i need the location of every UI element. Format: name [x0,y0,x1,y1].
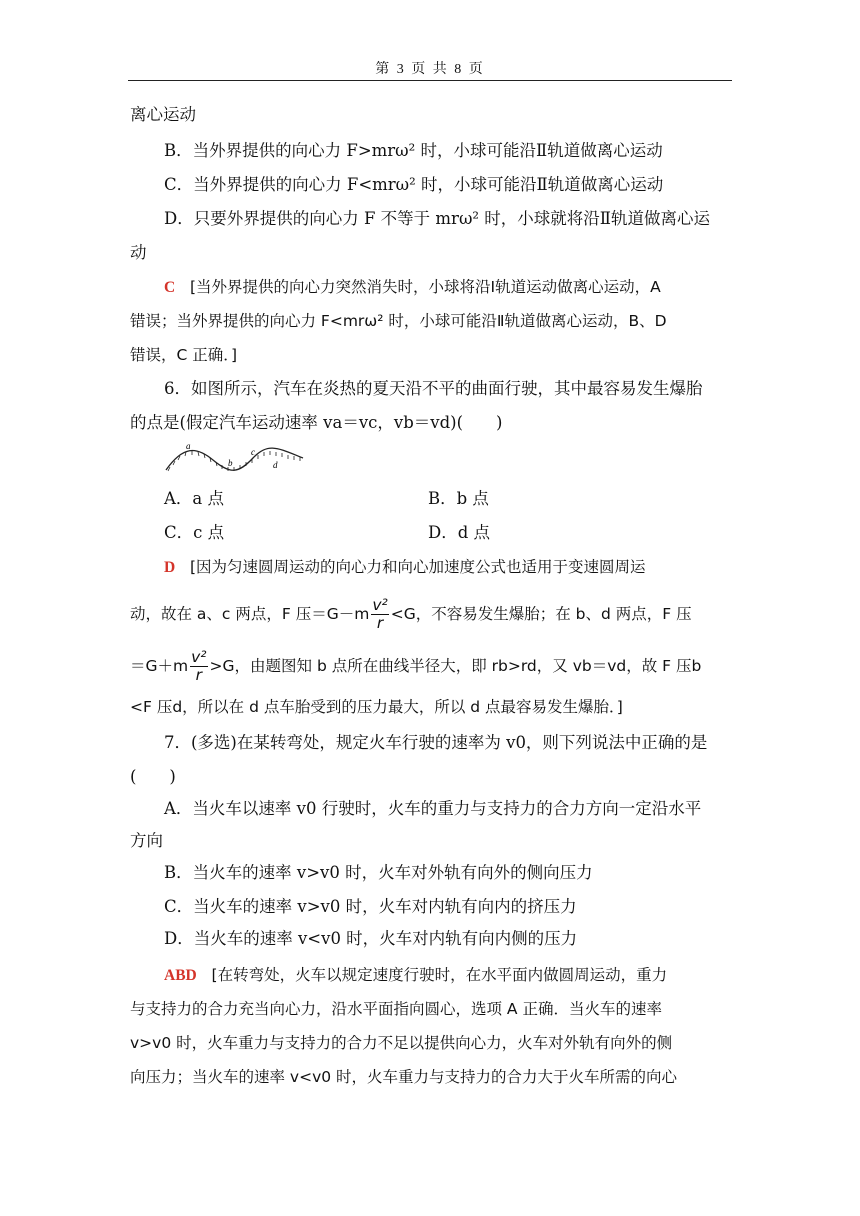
fraction-denominator: r [195,666,202,684]
header-divider [128,80,732,81]
q6-stem-line1: 6．如图所示，汽车在炎热的夏天沿不平的曲面行驶，其中最容易发生爆胎 [164,379,703,398]
q6-explanation-line2 [130,594,730,634]
q6-option-c: C．c 点 [164,523,225,542]
q5-option-d-line2: 动 [130,243,147,262]
fraction-numerator: v² [372,596,388,614]
point-c-label: c [251,447,255,457]
q5-option-d-line1: D．只要外界提供的向心力 F 不等于 mrω² 时，小球就将沿Ⅱ轨道做离心运 [164,209,710,228]
q5-explanation-text1: [当外界提供的向心力突然消失时，小球将沿Ⅰ轨道运动做离心运动，A [189,278,661,296]
q7-stem-line1: 7．(多选)在某转弯处，规定火车行驶的速率为 v0，则下列说法中正确的是 [164,733,708,752]
q5-option-c: C．当外界提供的向心力 F<mrω² 时，小球可能沿Ⅱ轨道做离心运动 [164,175,664,194]
q7-explanation-line4: 向压力；当火车的速率 v<v0 时，火车重力与支持力的合力大于火车所需的向心 [130,1068,678,1086]
q7-explanation-line3: v>v0 时，火车重力与支持力的合力不足以提供向心力，火车对外轨有向外的侧 [130,1034,673,1052]
q6-options-row2 [164,522,730,544]
q6-answer: D [164,559,176,576]
q6-explanation-line4: <F 压d，所以在 d 点车胎受到的压力最大，所以 d 点最容易发生爆胎．] [130,698,623,716]
q7-option-b: B．当火车的速率 v>v0 时，火车对外轨有向外的侧向压力 [164,863,593,882]
q5-explanation-line1 [164,276,730,299]
q6-options-row1 [164,488,730,510]
q6-exp2-part1: 动，故在 a、c 两点，F 压＝G－m [130,605,370,623]
q7-option-a-line1: A．当火车以速率 v0 行驶时，火车的重力与支持力的合力方向一定沿水平 [164,799,702,818]
q7-stem-line2: ( ) [130,767,176,786]
fraction-numerator: v² [191,648,207,666]
q5-explanation-line2: 错误；当外界提供的向心力 F<mrω² 时，小球可能沿Ⅱ轨道做离心运动，B、D [130,312,667,330]
point-b-label: b [228,458,233,468]
q6-fraction-2 [190,649,207,684]
point-a-label: a [186,441,191,451]
q7-option-a-line2: 方向 [130,831,163,850]
q5-answer: C [164,279,176,296]
q5-explanation-line3: 错误，C 正确．] [130,346,238,364]
q5-stem-continuation: 离心运动 [130,105,196,124]
q7-option-c: C．当火车的速率 v>v0 时，火车对内轨有向内的挤压力 [164,897,577,916]
point-d-label: d [273,460,278,470]
q7-explanation-line1 [164,964,730,987]
q6-fraction-1 [371,597,388,632]
q6-explanation-line1 [164,556,730,579]
q7-explanation-text1: [在转弯处，火车以规定速度行驶时，在水平面内做圆周运动，重力 [211,966,668,984]
q6-stem-line2: 的点是(假定汽车运动速率 va＝vc，vb＝vd)( ) [130,413,503,432]
q6-exp3-part1: ＝G＋m [130,657,189,675]
wavy-road-figure [158,440,308,476]
q6-exp2-part2: <G，不容易发生爆胎；在 b、d 两点，F 压 [390,605,692,623]
q7-option-d: D．当火车的速率 v<v0 时，火车对内轨有向内侧的压力 [164,929,578,948]
fraction-denominator: r [376,614,384,632]
q7-answer: ABD [164,967,197,984]
q6-exp3-part2: >G，由题图知 b 点所在曲线半径大，即 rb>rd，又 vb＝vd，故 F 压b [209,657,702,675]
q7-explanation-line2: 与支持力的合力充当向心力，沿水平面指向圆心，选项 A 正确．当火车的速率 [130,1000,662,1018]
q6-explanation-line3 [130,646,730,686]
q6-option-b: B．b 点 [428,489,489,508]
q5-option-b: B．当外界提供的向心力 F>mrω² 时，小球可能沿Ⅱ轨道做离心运动 [164,141,663,160]
q6-option-a: A．a 点 [164,489,224,508]
q6-explanation-text1: [因为匀速圆周运动的向心力和向心加速度公式也适用于变速圆周运 [189,558,646,576]
page-header: 第 3 页 共 8 页 [375,62,485,77]
q6-option-d: D．d 点 [428,523,491,542]
